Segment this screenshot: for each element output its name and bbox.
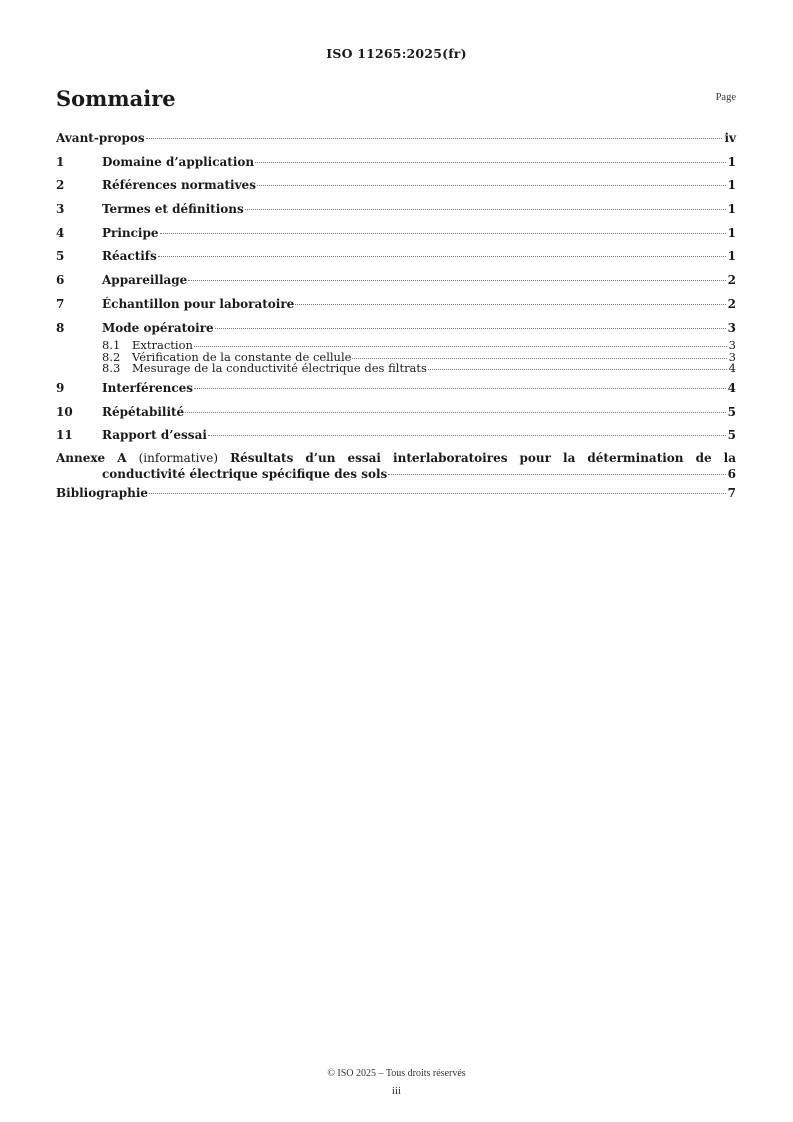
toc-entry-label: Vérification de la constante de cellule xyxy=(132,349,352,364)
toc-entry-page: 3 xyxy=(728,349,736,364)
toc-entry-label: Mesurage de la conductivité électrique des filtrats xyxy=(132,361,427,376)
dot-leader xyxy=(428,369,727,370)
toc-entry-number: 9 xyxy=(56,380,65,395)
toc-entry-label: Appareillage xyxy=(102,273,188,288)
toc-entry-page: 5 xyxy=(727,428,736,443)
toc-entry-number: 8.3 xyxy=(102,361,121,376)
toc-entry-number: 8.1 xyxy=(102,338,121,353)
dot-leader xyxy=(208,435,726,436)
toc-entry-number: 7 xyxy=(56,296,65,311)
copyright-notice: © ISO 2025 – Tous droits réservés xyxy=(327,1068,466,1079)
toc-entry-number: 6 xyxy=(56,273,65,288)
toc-entry-page: 1 xyxy=(727,178,736,193)
toc-entry-page: 7 xyxy=(727,486,736,501)
annex-informative-tag: (informative) xyxy=(138,451,219,466)
toc-entry-page: 1 xyxy=(727,202,736,217)
annex-prefix: Annexe A xyxy=(56,451,127,466)
toc-entry-number: 5 xyxy=(56,249,65,264)
dot-leader xyxy=(245,209,726,210)
toc-entry-4[interactable] xyxy=(56,222,736,246)
toc-entry-label: Interférences xyxy=(102,380,194,395)
page-number: iii xyxy=(391,1085,402,1097)
toc-entry-3[interactable] xyxy=(56,198,736,222)
toc-entry-label: Références normatives xyxy=(102,178,256,193)
toc-entry-8-3[interactable] xyxy=(56,363,736,375)
dot-leader xyxy=(146,138,723,139)
toc-entry-page: 2 xyxy=(727,273,736,288)
dot-leader xyxy=(158,256,726,257)
annex-title-line-2 xyxy=(56,466,736,482)
dot-leader xyxy=(194,346,727,347)
annex-title-part-2: conductivité électrique spécifique des sols xyxy=(102,467,388,482)
toc-entry-label: Rapport d’essai xyxy=(102,428,207,443)
dot-leader xyxy=(185,412,725,413)
toc-entry-label: Termes et définitions xyxy=(102,202,244,217)
toc-entry-annex-a[interactable] xyxy=(56,450,736,482)
toc-entry-bibliography[interactable] xyxy=(56,482,736,506)
toc-entry-page: 1 xyxy=(727,154,736,169)
toc-entry-number: 11 xyxy=(56,428,73,443)
toc-entry-2[interactable] xyxy=(56,174,736,198)
toc-entry-number: 2 xyxy=(56,178,65,193)
dot-leader xyxy=(352,358,726,359)
toc-entry-page: iv xyxy=(724,131,736,145)
toc-entry-page: 1 xyxy=(727,225,736,240)
toc-entry-foreword[interactable] xyxy=(56,127,736,151)
document-id: ISO 11265:2025(fr) xyxy=(326,46,467,61)
dot-leader xyxy=(188,280,725,281)
page-title: Sommaire xyxy=(56,86,176,111)
table-of-contents xyxy=(56,127,736,506)
dot-leader xyxy=(388,474,725,475)
toc-entry-7[interactable] xyxy=(56,293,736,317)
toc-entry-label: Avant-propos xyxy=(56,131,145,145)
toc-entry-label: Mode opératoire xyxy=(102,320,214,335)
dot-leader xyxy=(149,493,726,494)
annex-title-part-1: Résultats d’un essai interlaboratoires pour la détermination de la xyxy=(230,451,736,466)
dot-leader xyxy=(295,304,725,305)
toc-entry-page: 4 xyxy=(728,361,736,376)
toc-entry-label: Réactifs xyxy=(102,249,157,264)
toc-entry-label: Principe xyxy=(102,225,159,240)
toc-entry-number: 4 xyxy=(56,225,65,240)
toc-entry-page: 3 xyxy=(728,338,736,353)
toc-entry-11[interactable] xyxy=(56,424,736,448)
dot-leader xyxy=(215,328,726,329)
toc-entry-number: 8.2 xyxy=(102,349,121,364)
toc-entry-page: 3 xyxy=(727,320,736,335)
toc-entry-number: 8 xyxy=(56,320,65,335)
toc-entry-page: 6 xyxy=(727,467,736,482)
toc-entry-label: Répétabilité xyxy=(102,404,185,419)
toc-entry-label: Échantillon pour laboratoire xyxy=(102,296,295,311)
toc-entry-10[interactable] xyxy=(56,401,736,425)
toc-entry-page: 2 xyxy=(727,296,736,311)
toc-entry-number: 10 xyxy=(56,404,73,419)
toc-entry-5[interactable] xyxy=(56,245,736,269)
page-column-label: Page xyxy=(715,92,736,103)
toc-entry-page: 5 xyxy=(727,404,736,419)
toc-entry-label: Extraction xyxy=(132,338,193,353)
dot-leader xyxy=(194,388,726,389)
toc-title-row xyxy=(56,86,736,114)
toc-entry-1[interactable] xyxy=(56,151,736,175)
toc-entry-number: 3 xyxy=(56,202,65,217)
toc-entry-page: 4 xyxy=(727,380,736,395)
toc-entry-label: Domaine d’application xyxy=(102,154,255,169)
toc-entry-9[interactable] xyxy=(56,377,736,401)
dot-leader xyxy=(257,185,726,186)
annex-title-line-1 xyxy=(56,450,736,466)
toc-entry-number: 1 xyxy=(56,154,65,169)
dot-leader xyxy=(255,162,726,163)
toc-entry-page: 1 xyxy=(727,249,736,264)
dot-leader xyxy=(160,233,726,234)
toc-entry-label: Bibliographie xyxy=(56,486,149,501)
toc-entry-8[interactable] xyxy=(56,317,736,341)
toc-entry-6[interactable] xyxy=(56,269,736,293)
